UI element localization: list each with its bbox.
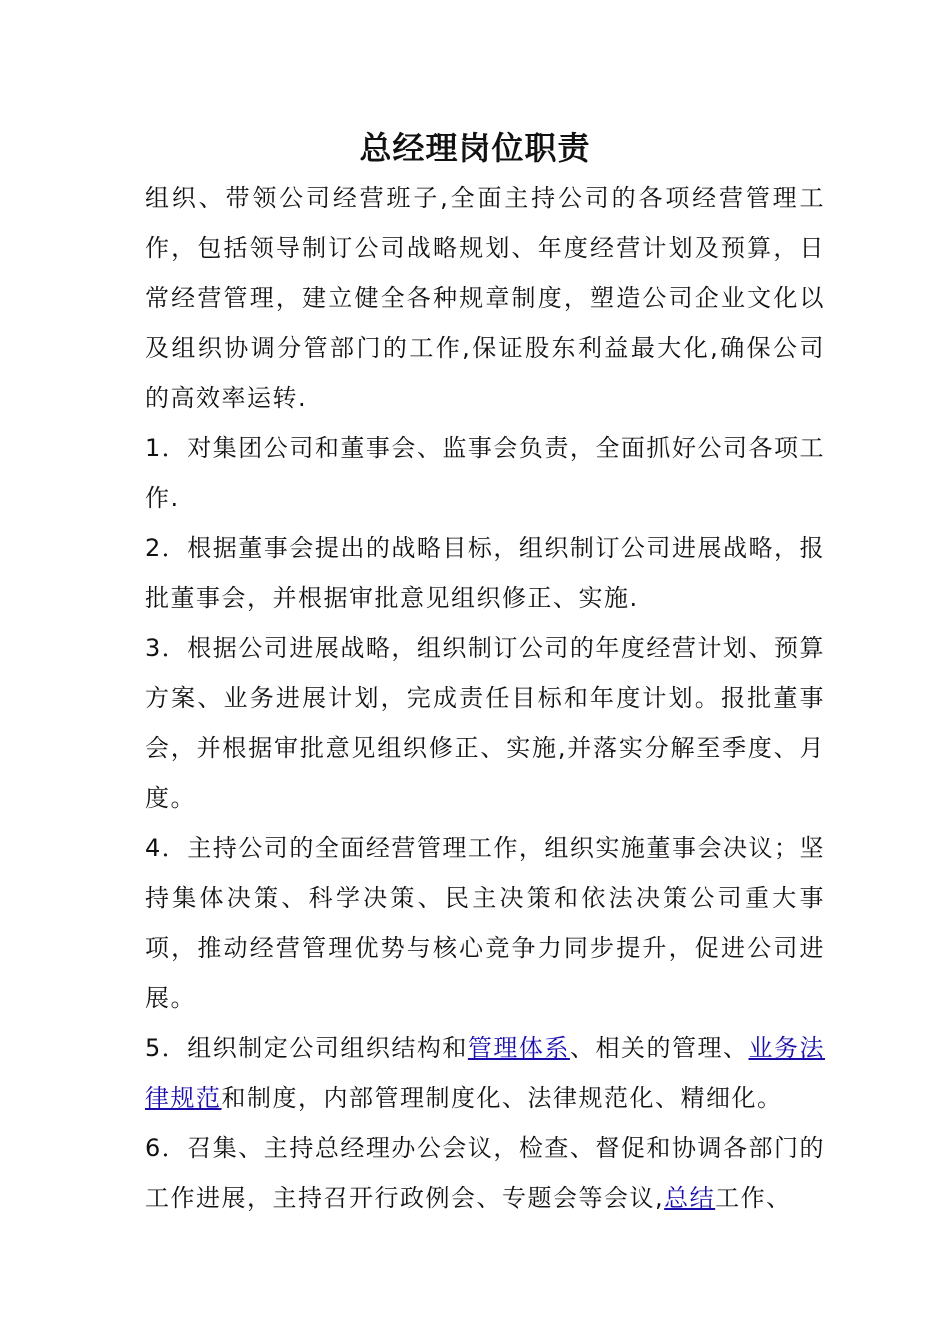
duty-item-5-text-b: 、相关的管理、: [569, 1034, 749, 1062]
duty-item-6: [145, 1123, 825, 1223]
duty-item-1: 1．对集团公司和董事会、监事会负责，全面抓好公司各项工作.: [145, 434, 825, 512]
duty-item-2: 2．根据董事会提出的战略目标，组织制订公司进展战略，报批董事会，并根据审批意见组织修正、实施.: [145, 534, 825, 612]
management-system-link[interactable]: 管理体系: [467, 1034, 570, 1062]
duty-item-5-text-c: 和制度，内部管理制度化、法律规范化、精细化。: [221, 1084, 783, 1112]
summary-link[interactable]: 总结: [664, 1184, 716, 1212]
duty-item-3: 3．根据公司进展战略，组织制订公司的年度经营计划、预算方案、业务进展计划，完成责任目标和年度计划。报批董事会，并根据审批意见组织修正、实施,并落实分解至季度、月度。: [145, 634, 825, 812]
duty-item-6-text-a: 6．召集、主持总经理办公会议，检查、督促和协调各部门的工作进展，主持召开行政例会、专题会等会议,: [145, 1134, 825, 1212]
document-body: [145, 173, 825, 1223]
duty-item-5-text-a: 5．组织制定公司组织结构和: [145, 1034, 468, 1062]
duty-item-5: [145, 1023, 825, 1123]
duty-item-6-text-b: 工作、: [715, 1184, 792, 1212]
document-title: 总经理岗位职责: [359, 129, 591, 167]
intro-paragraph: 组织、带领公司经营班子,全面主持公司的各项经营管理工作，包括领导制订公司战略规划、年度经营计划及预算，日常经营管理，建立健全各种规章制度，塑造公司企业文化以及组织协调分管部门的工作,保证股东利益最大化,确保公司的高效率运转.: [145, 184, 825, 412]
business-legal-norms-link[interactable]: 业务法律规范: [145, 1034, 826, 1112]
duty-item-4: 4．主持公司的全面经营管理工作，组织实施董事会决议；坚持集体决策、科学决策、民主决策和依法决策公司重大事项，推动经营管理优势与核心竞争力同步提升，促进公司进展。: [145, 834, 825, 1012]
